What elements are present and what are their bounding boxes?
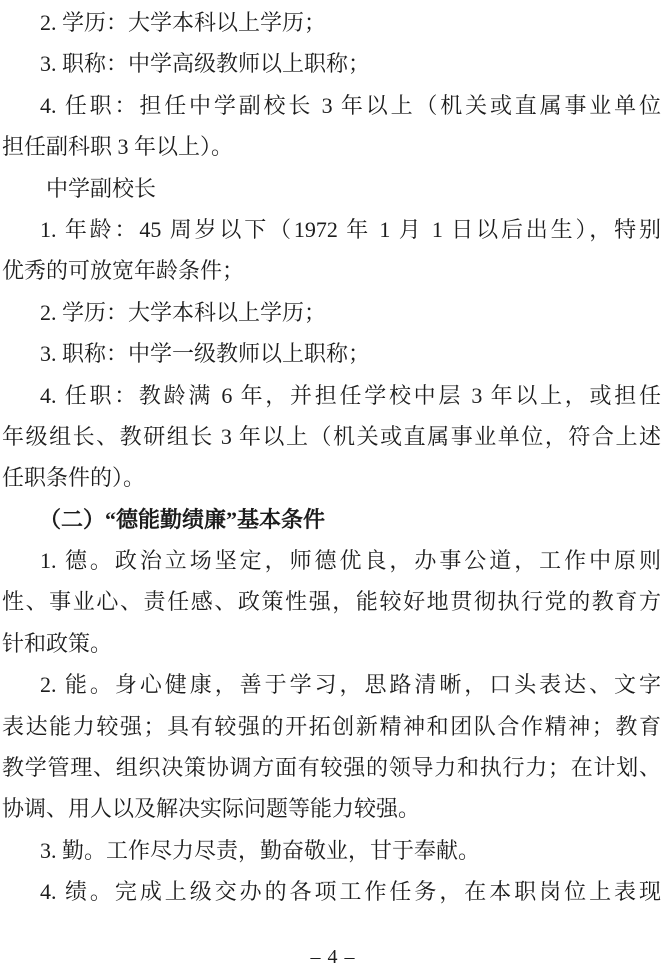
text-line-virtue-cont: 性、事业心、责任感、政策性强，能较好地贯彻执行党的教育方: [2, 589, 661, 615]
text-line-subheading-vice-principal: 中学副校长: [46, 175, 157, 201]
text-line-ability: 2. 能。身心健康，善于学习，思路清晰，口头表达、文字: [40, 672, 661, 698]
section-heading-basic-conditions: （二）“德能勤绩廉”基本条件: [39, 506, 326, 532]
text-line-tenure-req-2-end: 任职条件的）。: [2, 465, 146, 491]
text-line-virtue: 1. 德。政治立场坚定，师德优良，办事公道，工作中原则: [40, 548, 661, 574]
document-body: [2, 2, 661, 913]
text-line-tenure-req-cont: 担任副科职 3 年以上）。: [2, 134, 234, 160]
text-line-title-req-2: 3. 职称：中学一级教师以上职称；: [40, 341, 371, 367]
text-line-ability-cont-2: 教学管理、组织决策协调方面有较强的领导力和执行力；在计划、: [2, 755, 661, 781]
text-line-tenure-req-2: 4. 任职：教龄满 6 年，并担任学校中层 3 年以上，或担任: [40, 382, 661, 408]
text-line-tenure-req: 4. 任职：担任中学副校长 3 年以上（机关或直属事业单位: [40, 92, 661, 118]
text-line-performance: 4. 绩。完成上级交办的各项工作任务，在本职岗位上表现: [40, 879, 661, 905]
text-line-ability-end: 协调、用人以及解决实际问题等能力较强。: [2, 796, 421, 822]
text-line-tenure-req-2-cont: 年级组长、教研组长 3 年以上（机关或直属事业单位，符合上述: [2, 423, 661, 449]
text-line-virtue-end: 针和政策。: [2, 630, 113, 656]
text-line-diligence: 3. 勤。工作尽力尽责，勤奋敬业，甘于奉献。: [40, 837, 481, 863]
text-line-education-req: 2. 学历：大学本科以上学历；: [40, 10, 327, 35]
page-number: – 4 –: [310, 946, 356, 968]
text-line-age-req: 1. 年龄：45 周岁以下（1972 年 1 月 1 日以后出生），特别: [40, 216, 661, 242]
text-line-title-req: 3. 职称：中学高级教师以上职称；: [40, 51, 371, 77]
text-line-education-req-2: 2. 学历：大学本科以上学历；: [40, 299, 327, 325]
text-line-age-req-cont: 优秀的可放宽年龄条件；: [2, 258, 245, 284]
text-line-ability-cont-1: 表达能力较强；具有较强的开拓创新精神和团队合作精神；教育: [2, 713, 661, 739]
